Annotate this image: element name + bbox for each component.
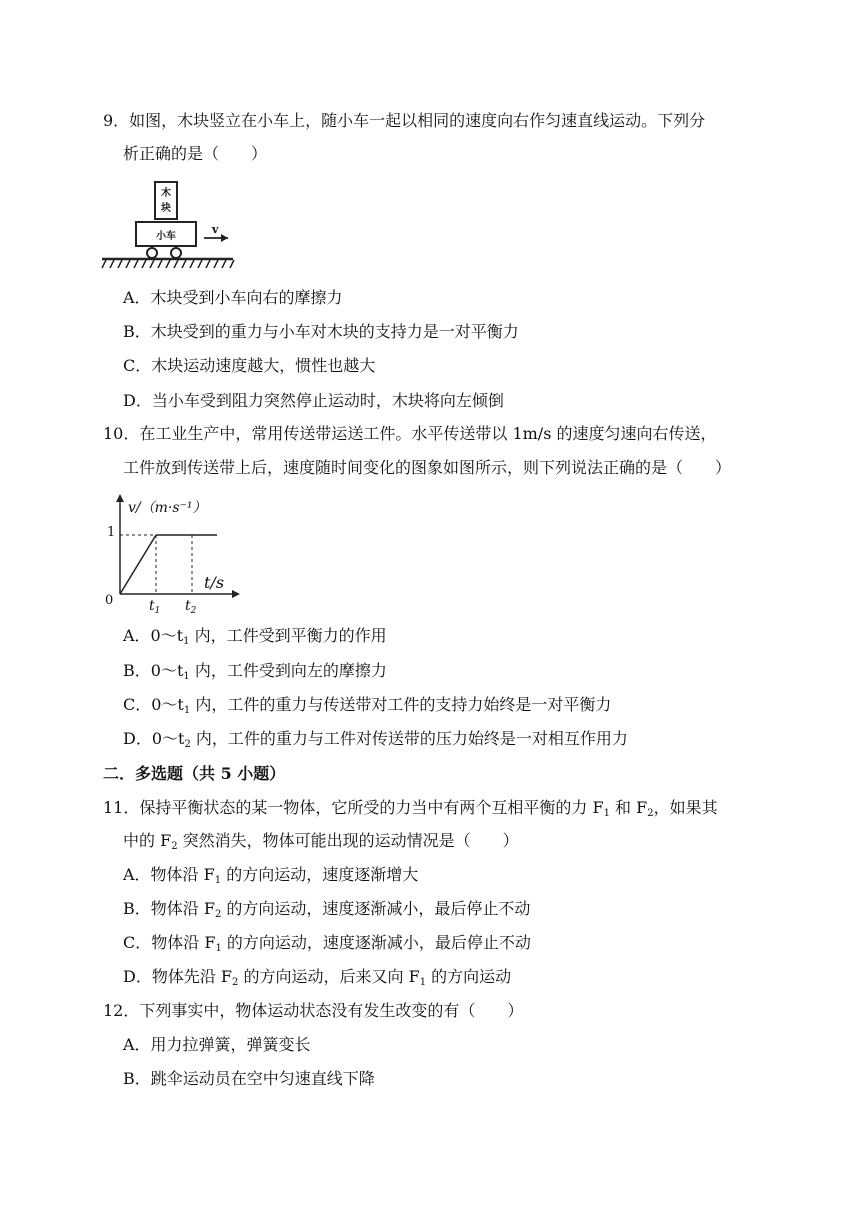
- q9-option-a: A．木块受到小车向右的摩擦力: [123, 288, 343, 307]
- x-axis-arrow-icon: [232, 590, 240, 598]
- q9-option-c: C．木块运动速度越大，惯性也越大: [123, 356, 376, 375]
- q11-option-a: A．物体沿 $F_1$ 的方向运动，速度逐渐增大: [123, 865, 419, 886]
- t1-tick: $t_1$: [149, 598, 161, 614]
- section-heading-multiple-choice: 二．多选题（共 5 小题）: [103, 764, 286, 783]
- q11-stem-line1: 11．保持平衡状态的某一物体，它所受的力当中有两个互相平衡的力 $F_1$ 和 $F_2$，如果其: [103, 798, 718, 819]
- cart-label: 小车: [156, 231, 176, 242]
- q11-option-c: C．物体沿 $F_1$ 的方向运动，速度逐渐减小，最后停止不动: [123, 933, 531, 954]
- x-axis-label: t/s: [204, 573, 225, 592]
- q10-option-c: C．$0\sim t_1$ 内，工件的重力与传送带对工件的支持力始终是一对平衡力: [123, 695, 612, 716]
- accel-line: [120, 535, 156, 594]
- q9-cart-block-figure: [100, 176, 235, 272]
- y-axis-arrow-icon: [116, 494, 124, 502]
- block-label-char2: 块: [161, 203, 171, 214]
- q11-stem-line2: 中的 $F_2$ 突然消失，物体可能出现的运动情况是（ ）: [123, 831, 519, 852]
- q10-option-d: D．$0\sim t_2$ 内，工件的重力与工件对传送带的压力始终是一对相互作用力: [123, 729, 628, 750]
- q9-option-d: D．当小车受到阻力突然停止运动时，木块将向左倾倒: [123, 391, 504, 410]
- cart-wheel-left: [147, 248, 157, 258]
- block-label-char1: 木: [161, 188, 171, 199]
- q9-option-b: B．木块受到的重力与小车对木块的支持力是一对平衡力: [123, 322, 519, 341]
- origin-label: 0: [105, 593, 114, 608]
- ground-hatching: [102, 260, 234, 268]
- q12-option-b: B．跳伞运动员在空中匀速直线下降: [123, 1069, 375, 1088]
- q9-stem-line2: 析正确的是（ ）: [123, 144, 268, 163]
- q9-stem-line1: 9．如图，木块竖立在小车上，随小车一起以相同的速度向右作匀速直线运动。下列分: [103, 111, 706, 130]
- cart-wheel-right: [171, 248, 181, 258]
- q12-option-a: A．用力拉弹簧，弹簧变长: [123, 1035, 311, 1054]
- q10-stem-line1: 10．在工业生产中，常用传送带运送工件。水平传送带以 1m/s 的速度匀速向右传送，: [103, 424, 717, 443]
- q11-option-d: D．物体先沿 $F_2$ 的方向运动，后来又向 $F_1$ 的方向运动: [123, 967, 512, 988]
- y-tick-1: 1: [107, 525, 116, 540]
- t2-tick: $t_2$: [185, 598, 197, 614]
- q10-option-b: B．$0\sim t_1$ 内，工件受到向左的摩擦力: [123, 661, 387, 682]
- q11-option-b: B．物体沿 $F_2$ 的方向运动，速度逐渐减小，最后停止不动: [123, 899, 531, 920]
- q10-stem-line2: 工件放到传送带上后，速度随时间变化的图象如图所示，则下列说法正确的是（ ）: [123, 458, 732, 477]
- y-axis-label: v/（m·s⁻¹）: [128, 500, 207, 516]
- q10-option-a: A．$0\sim t_1$ 内，工件受到平衡力的作用: [123, 626, 387, 647]
- velocity-label: v: [212, 223, 219, 236]
- q12-stem: 12．下列事实中，物体运动状态没有发生改变的有（ ）: [103, 1001, 524, 1020]
- q10-velocity-time-graph: [100, 490, 242, 614]
